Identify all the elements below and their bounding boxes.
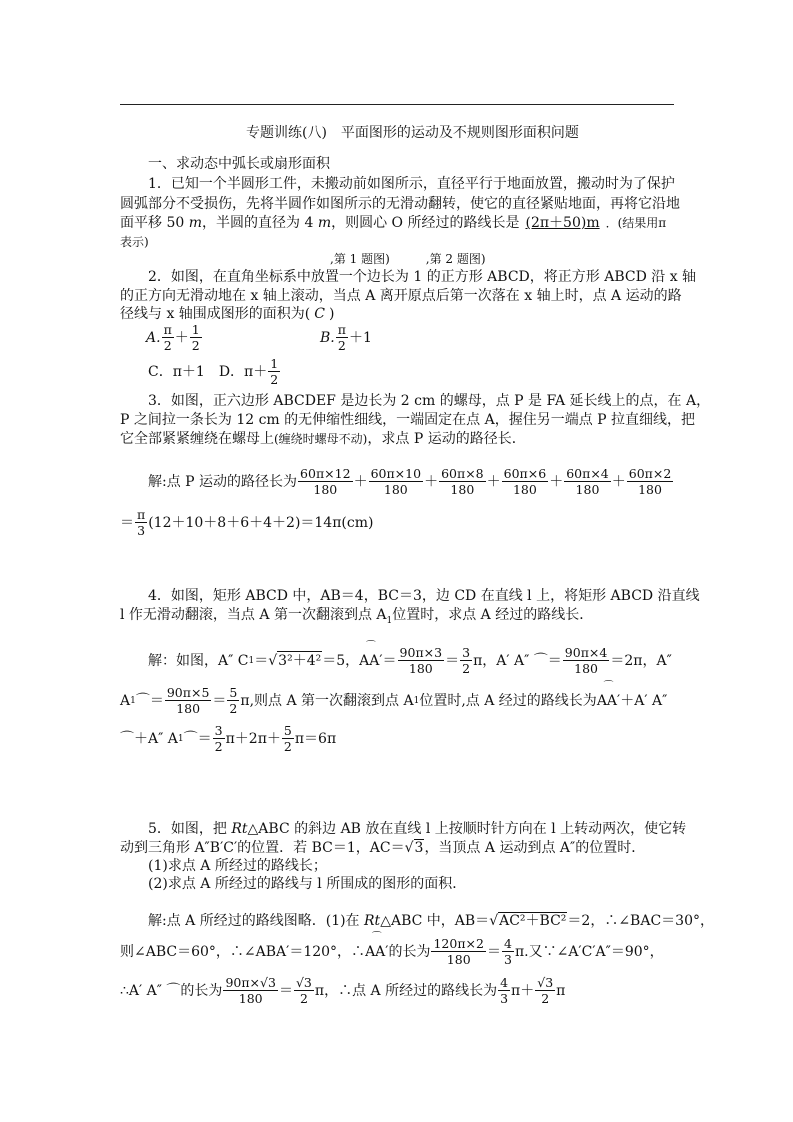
q1-line-3: 面平移 50 m，半圆的直径为 4 m，则圆心 O 所经过的路线长是 (2π＋50)m ．(结果用π [120, 215, 667, 231]
q1-line-4: 表示) [120, 235, 149, 249]
q3-line-2: P 之间拉一条长为 12 cm 的无伸缩性细线，一端固定在点 A，握住另一端点 P 拉直细线，把 [120, 412, 696, 428]
arc-aa-prime-q5: ⌒ AA′ [365, 943, 388, 961]
q1-line-1: 1．已知一个半圆形工件，未搬动前如图所示，直径平行于地面放置，搬动时为了保护 [148, 176, 675, 192]
q2-line-3: 径线与 x 轴围成图形的面积为( C ) [120, 306, 335, 322]
q3-solution-1: 解:点 P 运动的路径长为 $\frac{60\pi\times 12}{180}$ ＋ $\frac{60\pi\times 10}{180}$ ＋ $\frac{60\pi\times 8}{180}$ ＋ $\frac{60\pi\times 6}{180}$ ＋ $\frac{60\pi\times 4}{180}$ ＋ $\frac{60\pi\times 2}{180}$ [148, 466, 672, 497]
page-title: 专题训练(八) 平面图形的运动及不规则图形面积问题 [246, 125, 579, 141]
section-heading: 一、求动态中弧长或扇形面积 [148, 156, 330, 172]
q3-line-3: 它全部紧紧缠绕在螺母上(缠绕时螺母不动)，求点 P 运动的路径长． [120, 431, 526, 447]
q4-line-2: l 作无滑动翻滚，当点 A 第一次翻滚到点 $A_1$位置时，求点 A 经过的路线长． [120, 607, 594, 626]
q3-line-1: 3．如图，正六边形 ABCDEF 是边长为 2 cm 的螺母，点 P 是 FA 延长线上的点，在 A， [148, 393, 711, 409]
q1-line-2: 圆弧部分不受损伤，先将半圆作如图所示的无滑动翻转，使它的直径紧贴地面，再将它沿地 [120, 196, 680, 212]
q1-answer: (2π＋50)m [525, 215, 600, 231]
arc-aa-prime-2: ⌒ AA′ [597, 692, 620, 710]
q2-line-2: 的正方向无滑动地在 x 轴上滚动，当点 A 离开原点后第一次落在 x 轴上时，点 A 运动的路 [120, 288, 682, 304]
q5-solution-1: 解:点 A 所经过的路线图略．(1)在 Rt△ABC 中，AB＝√AC²＋BC²＝2，∴∠BAC＝30°， [148, 913, 714, 929]
q5-part-1: (1)求点 A 所经过的路线长； [148, 858, 327, 874]
q2-line-1: 2．如图，在直角坐标系中放置一个边长为 1 的正方形 ABCD，将正方形 ABCD 沿 x 轴 [148, 269, 697, 285]
q5-solution-2: 则∠ABC＝60°，∴∠ABA′＝120°，∴ ⌒ AA′ 的长为 $\frac{120\pi\times 2}{180}$ ＝ $\frac{4}{3}$ π.又∵∠A′C′A″＝90°， [120, 936, 664, 967]
q2-option-b: B. $\frac{\pi}{2}$ ＋1 [320, 322, 372, 353]
q5-solution-3: ∴A′ A″ ⌒的长为 $\frac{90\pi\times√3}{180}$ ＝ $\frac{√3}{2}$ π，∴点 A 所经过的路线长为 $\frac{4}{3}$ π＋ $\frac{√3}{2}$ π [120, 975, 566, 1006]
q2-answer: C [314, 306, 325, 322]
q5-line-2: 动到三角形 A″B′C′的位置．若 BC＝1，AC＝√3，当顶点 A 运动到点 A″的位置时． [120, 840, 646, 856]
figure-captions: ,第 1 题图) ,第 2 题图) [330, 252, 486, 266]
header-rule [120, 104, 674, 105]
q4-solution-3: ⌒＋A″ A 1 ⌒＝ $\frac{3}{2}$ π＋2π＋ $\frac{5}{2}$ π＝6π [120, 723, 337, 754]
q2-option-a: A. $\frac{\pi}{2}$ ＋ $\frac{1}{2}$ [146, 322, 200, 353]
q4-solution-2: A 1 ⌒＝ $\frac{90\pi\times 5}{180}$ ＝ $\frac{5}{2}$ π,则点 A 第一次翻滚到点 A 1 位置时,点 A 经过的路线长为 ⌒ AA′ ＋A′ A″ [120, 685, 667, 716]
q2-options-cd: C．π＋1 D．π＋ $\frac{1}{2}$ [148, 356, 279, 387]
q5-part-2: (2)求点 A 所经过的路线与 l 所围成的图形的面积． [148, 876, 467, 892]
q4-solution-1: 解：如图，A″ C 1 ＝ √ 3²＋4² ＝5， ⌒ AA′ ＝ $\frac{90\pi\times 3}{180}$ ＝ $\frac{3}{2}$ π，A′ A″ ⌒＝ $\frac{90\pi\times 4}{180}$ ＝2π，A″ [148, 645, 672, 676]
q4-line-1: 4．如图，矩形 ABCD 中，AB＝4，BC＝3，边 CD 在直线 l 上，将矩形 ABCD 沿直线 [148, 588, 700, 604]
q3-solution-2: ＝ $\frac{\pi}{3}$ (12＋10＋8＋6＋4＋2)＝14π(cm) [120, 507, 374, 538]
arc-aa-prime: ⌒ AA′ [359, 652, 382, 670]
q5-line-1: 5．如图，把 Rt△ABC 的斜边 AB 放在直线 l 上按顺时针方向在 l 上转动两次，使它转 [148, 821, 687, 837]
